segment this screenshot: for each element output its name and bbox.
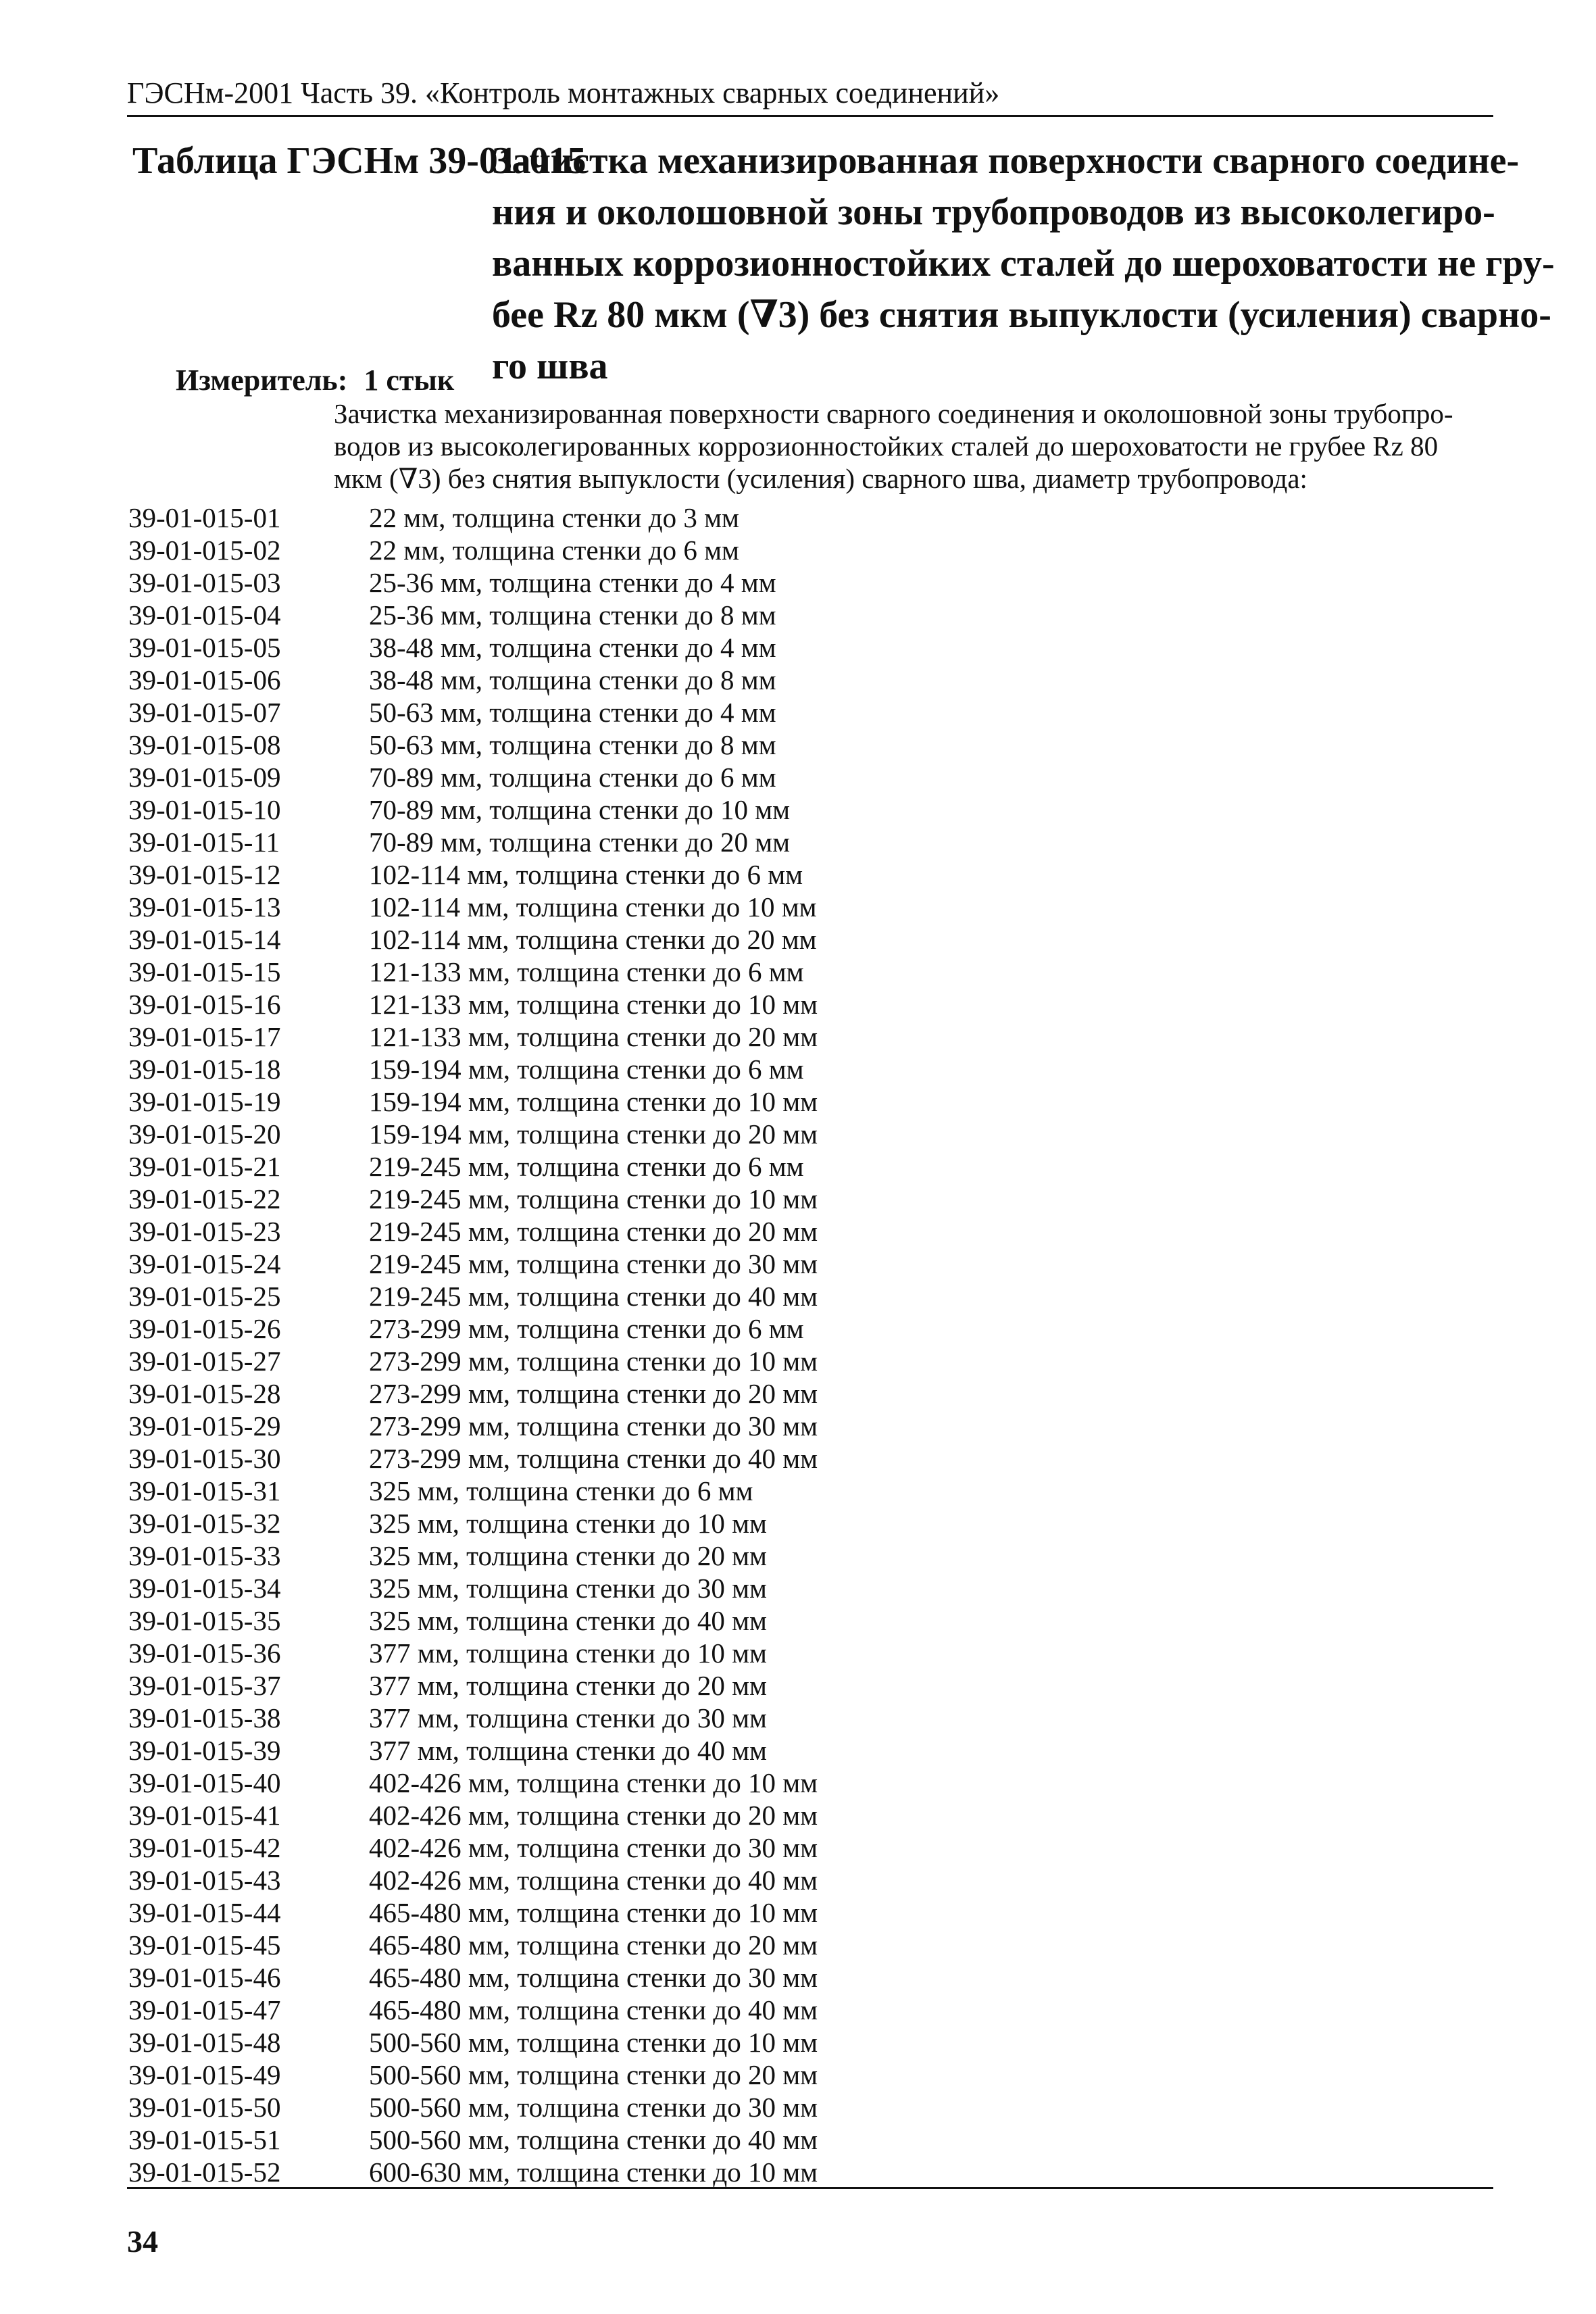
norm-description: 500-560 мм, толщина стенки до 10 мм <box>369 2027 818 2058</box>
table-row <box>128 988 1493 1020</box>
table-row <box>128 729 1493 761</box>
norm-description: 377 мм, толщина стенки до 10 мм <box>369 1638 767 1669</box>
table-row <box>128 793 1493 826</box>
norm-code: 39-01-015-13 <box>128 891 281 922</box>
table-title-line: ванных коррозионностойких сталей до шероховатости не гру- <box>492 243 1555 285</box>
norm-description: 38-48 мм, толщина стенки до 8 мм <box>369 664 776 695</box>
norm-description: 121-133 мм, толщина стенки до 10 мм <box>369 989 818 1020</box>
norm-code: 39-01-015-52 <box>128 2157 281 2188</box>
norm-description: 325 мм, толщина стенки до 30 мм <box>369 1573 767 1604</box>
table-row <box>128 1669 1493 1702</box>
table-row <box>128 956 1493 988</box>
meter-label: Измеритель: <box>176 364 348 397</box>
norm-code: 39-01-015-19 <box>128 1086 281 1117</box>
table-row <box>128 1085 1493 1118</box>
norm-code: 39-01-015-28 <box>128 1378 281 1409</box>
norm-code: 39-01-015-46 <box>128 1962 281 1993</box>
norm-description: 465-480 мм, толщина стенки до 10 мм <box>369 1897 818 1928</box>
table-row <box>128 1475 1493 1507</box>
norm-description: 102-114 мм, толщина стенки до 6 мм <box>369 859 803 890</box>
norm-code: 39-01-015-44 <box>128 1897 281 1928</box>
page-number: 34 <box>127 2224 158 2259</box>
norm-description: 500-560 мм, толщина стенки до 20 мм <box>369 2059 818 2090</box>
table-row <box>128 1702 1493 1734</box>
norm-description: 22 мм, толщина стенки до 3 мм <box>369 502 739 533</box>
norm-description: 465-480 мм, толщина стенки до 40 мм <box>369 1994 818 2025</box>
norm-code: 39-01-015-06 <box>128 664 281 695</box>
norm-description: 325 мм, толщина стенки до 6 мм <box>369 1475 753 1506</box>
norm-code: 39-01-015-29 <box>128 1410 281 1442</box>
norm-code: 39-01-015-24 <box>128 1248 281 1279</box>
table-row <box>128 923 1493 956</box>
norm-code: 39-01-015-01 <box>128 502 281 533</box>
table-row <box>128 1053 1493 1085</box>
table-row <box>128 1799 1493 1831</box>
norm-description: 377 мм, толщина стенки до 20 мм <box>369 1670 767 1701</box>
norm-code: 39-01-015-17 <box>128 1021 281 1052</box>
norm-description: 273-299 мм, толщина стенки до 20 мм <box>369 1378 818 1409</box>
norm-code: 39-01-015-18 <box>128 1054 281 1085</box>
norm-code: 39-01-015-14 <box>128 924 281 955</box>
norm-code: 39-01-015-25 <box>128 1281 281 1312</box>
norm-code: 39-01-015-51 <box>128 2124 281 2155</box>
table-title-number: Таблица ГЭСНм 39-01-015 <box>132 140 587 182</box>
norm-list <box>128 501 1493 2188</box>
norm-description: 465-480 мм, толщина стенки до 30 мм <box>369 1962 818 1993</box>
norm-code: 39-01-015-16 <box>128 989 281 1020</box>
footer-divider <box>127 2187 1493 2189</box>
norm-description: 219-245 мм, толщина стенки до 10 мм <box>369 1183 818 1214</box>
norm-description: 219-245 мм, толщина стенки до 20 мм <box>369 1216 818 1247</box>
table-row <box>128 1507 1493 1540</box>
norm-description: 159-194 мм, толщина стенки до 10 мм <box>369 1086 818 1117</box>
table-row <box>128 1442 1493 1475</box>
norm-code: 39-01-015-27 <box>128 1346 281 1377</box>
norm-code: 39-01-015-47 <box>128 1994 281 2025</box>
table-row <box>128 1572 1493 1604</box>
description-line: водов из высоколегированных коррозионностойких сталей до шероховатости не грубее Rz 80 <box>334 430 1439 462</box>
norm-code: 39-01-015-26 <box>128 1313 281 1344</box>
table-row <box>128 534 1493 566</box>
norm-description: 22 мм, толщина стенки до 6 мм <box>369 535 739 566</box>
norm-code: 39-01-015-34 <box>128 1573 281 1604</box>
norm-description: 25-36 мм, толщина стенки до 8 мм <box>369 599 776 631</box>
norm-description: 325 мм, толщина стенки до 20 мм <box>369 1540 767 1571</box>
norm-description: 50-63 мм, толщина стенки до 8 мм <box>369 729 776 760</box>
table-row <box>128 826 1493 858</box>
norm-code: 39-01-015-23 <box>128 1216 281 1247</box>
norm-code: 39-01-015-22 <box>128 1183 281 1214</box>
norm-description: 273-299 мм, толщина стенки до 10 мм <box>369 1346 818 1377</box>
norm-code: 39-01-015-03 <box>128 567 281 598</box>
norm-code: 39-01-015-07 <box>128 697 281 728</box>
norm-code: 39-01-015-43 <box>128 1865 281 1896</box>
norm-description: 219-245 мм, толщина стенки до 6 мм <box>369 1151 804 1182</box>
table-row <box>128 1345 1493 1377</box>
table-row <box>128 1540 1493 1572</box>
table-row <box>128 1377 1493 1410</box>
table-row <box>128 858 1493 891</box>
norm-code: 39-01-015-10 <box>128 794 281 825</box>
norm-description: 402-426 мм, толщина стенки до 10 мм <box>369 1767 818 1798</box>
norm-description: 377 мм, толщина стенки до 40 мм <box>369 1735 767 1766</box>
meter-value: 1 стык <box>364 364 455 397</box>
table-row <box>128 1150 1493 1183</box>
table-row <box>128 664 1493 696</box>
table-row <box>128 631 1493 664</box>
norm-code: 39-01-015-05 <box>128 632 281 663</box>
table-row <box>128 2156 1493 2188</box>
table-row <box>128 1637 1493 1669</box>
norm-description: 102-114 мм, толщина стенки до 20 мм <box>369 924 817 955</box>
table-row <box>128 2059 1493 2091</box>
description-line: мкм (∇3) без снятия выпуклости (усиления) сварного шва, диаметр трубопровода: <box>334 463 1307 494</box>
table-row <box>128 761 1493 793</box>
norm-code: 39-01-015-39 <box>128 1735 281 1766</box>
norm-description: 70-89 мм, толщина стенки до 20 мм <box>369 827 791 858</box>
norm-code: 39-01-015-48 <box>128 2027 281 2058</box>
work-description <box>334 397 1510 495</box>
table-row <box>128 696 1493 729</box>
description-line: Зачистка механизированная поверхности сварного соединения и околошовной зоны трубопро- <box>334 398 1453 429</box>
table-row <box>128 1864 1493 1896</box>
table-row <box>128 891 1493 923</box>
table-row <box>128 1767 1493 1799</box>
table-title-line: бее Rz 80 мкм (∇3) без снятия выпуклости (усиления) сварно- <box>492 294 1551 336</box>
norm-description: 70-89 мм, толщина стенки до 6 мм <box>369 762 776 793</box>
table-row <box>128 1215 1493 1248</box>
norm-code: 39-01-015-35 <box>128 1605 281 1636</box>
table-row <box>128 1831 1493 1864</box>
norm-description: 500-560 мм, толщина стенки до 30 мм <box>369 2092 818 2123</box>
norm-code: 39-01-015-20 <box>128 1118 281 1150</box>
norm-description: 121-133 мм, толщина стенки до 6 мм <box>369 956 804 987</box>
norm-description: 38-48 мм, толщина стенки до 4 мм <box>369 632 776 663</box>
norm-description: 600-630 мм, толщина стенки до 10 мм <box>369 2157 818 2188</box>
norm-code: 39-01-015-12 <box>128 859 281 890</box>
norm-description: 273-299 мм, толщина стенки до 6 мм <box>369 1313 804 1344</box>
table-row <box>128 1994 1493 2026</box>
norm-code: 39-01-015-08 <box>128 729 281 760</box>
table-row <box>128 2123 1493 2156</box>
table-row <box>128 1896 1493 1929</box>
norm-description: 402-426 мм, толщина стенки до 40 мм <box>369 1865 818 1896</box>
table-row <box>128 1183 1493 1215</box>
norm-code: 39-01-015-50 <box>128 2092 281 2123</box>
norm-description: 219-245 мм, толщина стенки до 40 мм <box>369 1281 818 1312</box>
table-row <box>128 1734 1493 1767</box>
norm-code: 39-01-015-49 <box>128 2059 281 2090</box>
table-row <box>128 501 1493 534</box>
norm-description: 219-245 мм, толщина стенки до 30 мм <box>369 1248 818 1279</box>
norm-code: 39-01-015-38 <box>128 1702 281 1733</box>
running-header: ГЭСНм-2001 Часть 39. «Контроль монтажных сварных соединений» <box>127 76 1000 109</box>
norm-description: 402-426 мм, толщина стенки до 30 мм <box>369 1832 818 1863</box>
table-row <box>128 566 1493 599</box>
table-row <box>128 1961 1493 1994</box>
table-row <box>128 1312 1493 1345</box>
header-divider <box>127 115 1493 117</box>
norm-code: 39-01-015-09 <box>128 762 281 793</box>
table-row <box>128 1020 1493 1053</box>
norm-code: 39-01-015-30 <box>128 1443 281 1474</box>
norm-code: 39-01-015-31 <box>128 1475 281 1506</box>
norm-code: 39-01-015-41 <box>128 1800 281 1831</box>
table-title-line: го шва <box>492 345 608 387</box>
norm-description: 273-299 мм, толщина стенки до 40 мм <box>369 1443 818 1474</box>
norm-code: 39-01-015-42 <box>128 1832 281 1863</box>
norm-description: 325 мм, толщина стенки до 40 мм <box>369 1605 767 1636</box>
norm-description: 70-89 мм, толщина стенки до 10 мм <box>369 794 791 825</box>
norm-description: 325 мм, толщина стенки до 10 мм <box>369 1508 767 1539</box>
table-row <box>128 1118 1493 1150</box>
norm-code: 39-01-015-32 <box>128 1508 281 1539</box>
table-row <box>128 1280 1493 1312</box>
norm-description: 465-480 мм, толщина стенки до 20 мм <box>369 1929 818 1961</box>
norm-description: 121-133 мм, толщина стенки до 20 мм <box>369 1021 818 1052</box>
meter-line <box>176 362 454 399</box>
norm-code: 39-01-015-04 <box>128 599 281 631</box>
norm-description: 102-114 мм, толщина стенки до 10 мм <box>369 891 817 922</box>
table-row <box>128 2091 1493 2123</box>
table-row <box>128 1929 1493 1961</box>
table-title-line: ния и околошовной зоны трубопроводов из высоколегиро- <box>492 191 1495 233</box>
norm-code: 39-01-015-33 <box>128 1540 281 1571</box>
table-row <box>128 1410 1493 1442</box>
norm-code: 39-01-015-36 <box>128 1638 281 1669</box>
norm-description: 25-36 мм, толщина стенки до 4 мм <box>369 567 776 598</box>
norm-code: 39-01-015-15 <box>128 956 281 987</box>
norm-description: 159-194 мм, толщина стенки до 20 мм <box>369 1118 818 1150</box>
table-row <box>128 2026 1493 2059</box>
norm-code: 39-01-015-40 <box>128 1767 281 1798</box>
table-row <box>128 599 1493 631</box>
norm-description: 159-194 мм, толщина стенки до 6 мм <box>369 1054 804 1085</box>
table-title-line: Зачистка механизированная поверхности сварного соедине- <box>492 140 1520 182</box>
norm-code: 39-01-015-37 <box>128 1670 281 1701</box>
norm-description: 377 мм, толщина стенки до 30 мм <box>369 1702 767 1733</box>
norm-code: 39-01-015-21 <box>128 1151 281 1182</box>
table-title-text <box>492 135 1555 392</box>
norm-description: 50-63 мм, толщина стенки до 4 мм <box>369 697 776 728</box>
table-row <box>128 1248 1493 1280</box>
norm-code: 39-01-015-45 <box>128 1929 281 1961</box>
norm-description: 500-560 мм, толщина стенки до 40 мм <box>369 2124 818 2155</box>
norm-code: 39-01-015-11 <box>128 827 280 858</box>
norm-description: 402-426 мм, толщина стенки до 20 мм <box>369 1800 818 1831</box>
norm-description: 273-299 мм, толщина стенки до 30 мм <box>369 1410 818 1442</box>
table-row <box>128 1604 1493 1637</box>
norm-code: 39-01-015-02 <box>128 535 281 566</box>
